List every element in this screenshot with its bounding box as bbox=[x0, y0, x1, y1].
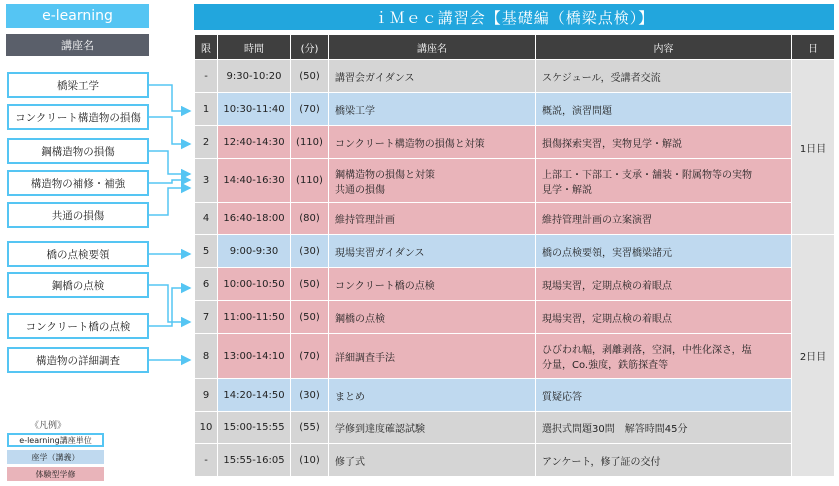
course-name-header: 講座名 bbox=[6, 34, 149, 56]
table-header-row bbox=[195, 35, 835, 60]
period-cell: 3 bbox=[195, 159, 218, 203]
content-cell: 概説，演習問題 bbox=[536, 93, 792, 126]
course-cell: 講習会ガイダンス bbox=[329, 60, 536, 93]
minutes-cell: (50) bbox=[291, 301, 329, 334]
minutes-cell: (10) bbox=[291, 444, 329, 477]
time-cell: 15:00-15:55 bbox=[218, 412, 291, 444]
header-period: 限 bbox=[195, 35, 218, 60]
minutes-cell: (50) bbox=[291, 268, 329, 301]
time-cell: 11:00-11:50 bbox=[218, 301, 291, 334]
header-minutes: (分) bbox=[291, 35, 329, 60]
arrow-1 bbox=[149, 85, 190, 111]
content-cell: アンケート，修了証の交付 bbox=[536, 444, 792, 477]
header-time: 時間 bbox=[218, 35, 291, 60]
content-cell bbox=[536, 159, 792, 203]
content-line: 分量，Co.強度，鉄筋探査等 bbox=[542, 360, 669, 371]
course-cell: コンクリート構造物の損傷と対策 bbox=[329, 126, 536, 159]
page-title: ｉＭｅｃ講習会【基礎編（橋梁点検）】 bbox=[194, 4, 834, 30]
time-cell: 14:40-16:30 bbox=[218, 159, 291, 203]
table-row bbox=[195, 379, 835, 412]
course-cell: まとめ bbox=[329, 379, 536, 412]
elearning-header: e-learning bbox=[6, 4, 149, 28]
period-cell: 8 bbox=[195, 334, 218, 379]
header-content: 内容 bbox=[536, 35, 792, 60]
legend-elearning: e-learning講座単位 bbox=[7, 433, 104, 447]
content-cell: 現場実習，定期点検の着眼点 bbox=[536, 268, 792, 301]
course-cell: 詳細調査手法 bbox=[329, 334, 536, 379]
elearning-course-5: 共通の損傷 bbox=[7, 202, 149, 228]
legend-lecture: 座学（講義） bbox=[7, 450, 104, 464]
course-cell: コンクリート橋の点検 bbox=[329, 268, 536, 301]
elearning-course-8: コンクリート橋の点検 bbox=[7, 313, 149, 339]
content-cell: 維持管理計画の立案演習 bbox=[536, 203, 792, 235]
course-line: 鋼構造物の損傷と対策 bbox=[335, 169, 435, 181]
content-cell bbox=[536, 334, 792, 379]
minutes-cell: (30) bbox=[291, 235, 329, 268]
period-cell: - bbox=[195, 444, 218, 477]
header-course: 講座名 bbox=[329, 35, 536, 60]
time-cell: 10:30-11:40 bbox=[218, 93, 291, 126]
course-cell bbox=[329, 159, 536, 203]
schedule-table bbox=[194, 34, 835, 477]
content-cell: 橋の点検要領，実習橋梁諸元 bbox=[536, 235, 792, 268]
legend-practice: 体験型学修 bbox=[7, 467, 104, 481]
minutes-cell: (30) bbox=[291, 379, 329, 412]
elearning-course-9: 構造物の詳細調査 bbox=[7, 347, 149, 373]
content-cell: 損傷探索実習，実物見学・解説 bbox=[536, 126, 792, 159]
table-row bbox=[195, 235, 835, 268]
period-cell: 1 bbox=[195, 93, 218, 126]
elearning-course-3: 鋼構造物の損傷 bbox=[7, 138, 149, 164]
table-row bbox=[195, 93, 835, 126]
table-row bbox=[195, 60, 835, 93]
period-cell: 6 bbox=[195, 268, 218, 301]
table-row bbox=[195, 159, 835, 203]
content-cell: スケジュール，受講者交流 bbox=[536, 60, 792, 93]
day-1-cell: 1日目 bbox=[792, 60, 835, 235]
legend-title: 《凡例》 bbox=[30, 421, 67, 431]
time-cell: 9:00-9:30 bbox=[218, 235, 291, 268]
table-row bbox=[195, 126, 835, 159]
minutes-cell: (110) bbox=[291, 126, 329, 159]
elearning-course-6: 橋の点検要領 bbox=[7, 241, 149, 267]
minutes-cell: (55) bbox=[291, 412, 329, 444]
course-cell: 学修到達度確認試験 bbox=[329, 412, 536, 444]
minutes-cell: (80) bbox=[291, 203, 329, 235]
course-cell: 維持管理計画 bbox=[329, 203, 536, 235]
time-cell: 13:00-14:10 bbox=[218, 334, 291, 379]
course-cell: 鋼橋の点検 bbox=[329, 301, 536, 334]
table-row bbox=[195, 412, 835, 444]
arrow-3 bbox=[149, 151, 190, 174]
minutes-cell: (50) bbox=[291, 60, 329, 93]
period-cell: 7 bbox=[195, 301, 218, 334]
course-cell: 現場実習ガイダンス bbox=[329, 235, 536, 268]
table-row bbox=[195, 444, 835, 477]
time-cell: 14:20-14:50 bbox=[218, 379, 291, 412]
day-2-cell: 2日目 bbox=[792, 235, 835, 477]
time-cell: 9:30-10:20 bbox=[218, 60, 291, 93]
table-row bbox=[195, 203, 835, 235]
time-cell: 12:40-14:30 bbox=[218, 126, 291, 159]
arrow-4 bbox=[149, 180, 190, 183]
minutes-cell: (70) bbox=[291, 334, 329, 379]
content-cell: 現場実習，定期点検の着眼点 bbox=[536, 301, 792, 334]
arrow-5 bbox=[149, 188, 190, 215]
time-cell: 16:40-18:00 bbox=[218, 203, 291, 235]
course-cell: 橋梁工学 bbox=[329, 93, 536, 126]
table-row bbox=[195, 268, 835, 301]
period-cell: 9 bbox=[195, 379, 218, 412]
arrow-8 bbox=[149, 288, 190, 326]
table-row bbox=[195, 301, 835, 334]
arrow-2 bbox=[149, 117, 190, 144]
table-row bbox=[195, 334, 835, 379]
content-cell: 選択式問題30問 解答時間45分 bbox=[536, 412, 792, 444]
content-line: 見学・解説 bbox=[542, 184, 592, 196]
time-cell: 15:55-16:05 bbox=[218, 444, 291, 477]
period-cell: 5 bbox=[195, 235, 218, 268]
period-cell: 10 bbox=[195, 412, 218, 444]
course-line: 共通の損傷 bbox=[335, 184, 385, 196]
period-cell: 2 bbox=[195, 126, 218, 159]
content-cell: 質疑応答 bbox=[536, 379, 792, 412]
elearning-course-7: 鋼橋の点検 bbox=[7, 272, 149, 298]
content-line: ひびわれ幅，剥離剥落，空洞，中性化深さ，塩 bbox=[542, 345, 752, 356]
elearning-course-1: 橋梁工学 bbox=[7, 72, 149, 98]
elearning-course-4: 構造物の補修・補強 bbox=[7, 170, 149, 196]
minutes-cell: (110) bbox=[291, 159, 329, 203]
header-day: 日 bbox=[792, 35, 835, 60]
course-cell: 修了式 bbox=[329, 444, 536, 477]
minutes-cell: (70) bbox=[291, 93, 329, 126]
period-cell: - bbox=[195, 60, 218, 93]
content-line: 上部工・下部工・支承・舗装・附属物等の実物 bbox=[542, 169, 752, 181]
arrow-7 bbox=[149, 285, 190, 322]
period-cell: 4 bbox=[195, 203, 218, 235]
time-cell: 10:00-10:50 bbox=[218, 268, 291, 301]
elearning-course-2: コンクリート構造物の損傷 bbox=[7, 104, 149, 130]
